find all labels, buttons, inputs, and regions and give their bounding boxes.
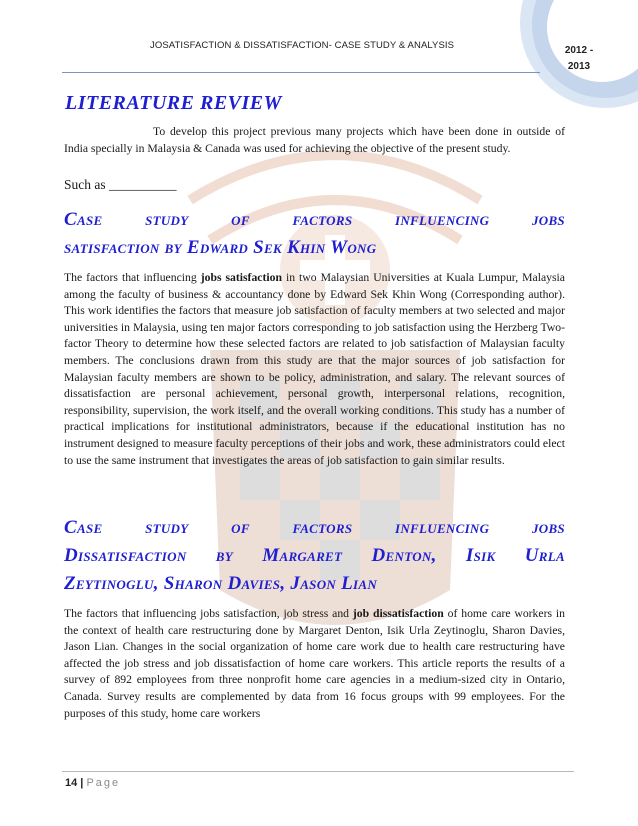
heading-word: influencing (395, 209, 490, 230)
study1-paragraph (64, 270, 565, 469)
such-as-line: Such as __________ (64, 177, 177, 192)
heading-word: jobs (531, 209, 565, 230)
section-title: LITERATURE REVIEW (65, 92, 282, 114)
header-year-line2: 2013 (567, 61, 591, 72)
footer-separator: | (77, 777, 87, 789)
study2-text-post: of home care workers in the context of health care restructuring done by Margaret Denton, Isik Urla Zeytinoglu, Sharon Davies, Jason Lian. Changes in the social organization of home care work due to health care restructuring have affected the job stress and job dissatisfaction of home care workers. This article reports the results of a survey of 892 employees from three nonprofit home care agencies in a medium-sized city in Ontario, Canada. Survey results are complemented by data from 16 focus groups with 99 employees. For the purposes of this study, home care workers (64, 607, 565, 720)
study1-heading (64, 206, 565, 262)
study2-heading-line3: Zeytinoglu, Sharon Davies, Jason Lian (64, 573, 378, 594)
heading-word: Case (64, 209, 103, 230)
heading-word: of (231, 517, 250, 538)
study2-heading-line1 (64, 514, 565, 542)
page-footer (65, 777, 120, 789)
heading-word: study (145, 209, 189, 230)
heading-word: of (231, 209, 250, 230)
header-title: JOSATISFACTION & DISSATISFACTION- CASE STUDY & ANALYSIS (150, 40, 455, 51)
heading-word: Dissatisfaction (64, 545, 187, 566)
study1-text-pre: The factors that influencing (64, 271, 201, 284)
study1-text-post: in two Malaysian Universities at Kuala Lumpur, Malaysia among the faculty of business & accountancy done by Edward Sek Khin Wong (Corresponding author). This work identifies the factors that measure job satisfaction of faculty members at two selected and major universities in Malaysia, using ten major factors corresponding to job satisfaction using the Herzberg Two-factor Theory to determine how these selected factors are related to job satisfaction of Malaysian faculty members. The conclusions drawn from this study are that the major sources of job satisfaction for Malaysian faculty members are shown to be policy, administration, and salary. The relevant sources of dissatisfaction are personal achievement, personal growth, interpersonal relations, recognition, responsibility, supervision, the work itself, and the overall working conditions. This study has a number of practical implications for institutional administrators, because if the educational institution has no instrument designed to measure faculty perceptions of their jobs and work, these administrators could elect to use the same instrument that investigates the areas of job satisfaction to gain similar results. (64, 271, 565, 467)
intro-paragraph (64, 124, 565, 157)
study2-paragraph (64, 606, 565, 722)
header-divider (62, 72, 540, 73)
study2-heading-line2 (64, 542, 565, 570)
intro-text: To develop this project previous many projects which have been done in outside of India specially in Malaysia & Canada was used for achieving the objective of the present study. (64, 125, 565, 155)
heading-word: Isik (465, 545, 496, 566)
heading-word: Case (64, 517, 103, 538)
study1-heading-line2: satisfaction by Edward Sek Khin Wong (64, 237, 377, 258)
heading-word: study (145, 517, 189, 538)
heading-word: factors (292, 517, 353, 538)
header-year (546, 43, 612, 75)
footer-divider (62, 771, 574, 772)
heading-word: factors (292, 209, 353, 230)
study1-heading-line1 (64, 206, 565, 234)
heading-word: jobs (531, 517, 565, 538)
page-number: 14 (65, 777, 78, 789)
page-word: Page (86, 777, 121, 789)
header-year-line1: 2012 - (564, 45, 594, 56)
study2-text-bold: job dissatisfaction (352, 607, 444, 620)
study2-text-pre: The factors that influencing jobs satisfaction, job stress and (64, 607, 353, 620)
heading-word: by (215, 545, 234, 566)
heading-word: Margaret (262, 545, 343, 566)
heading-word: Denton, (371, 545, 437, 566)
heading-word: Urla (524, 545, 565, 566)
study1-text-bold: jobs satisfaction (200, 271, 282, 284)
heading-word: influencing (395, 517, 490, 538)
study2-heading (64, 514, 565, 598)
